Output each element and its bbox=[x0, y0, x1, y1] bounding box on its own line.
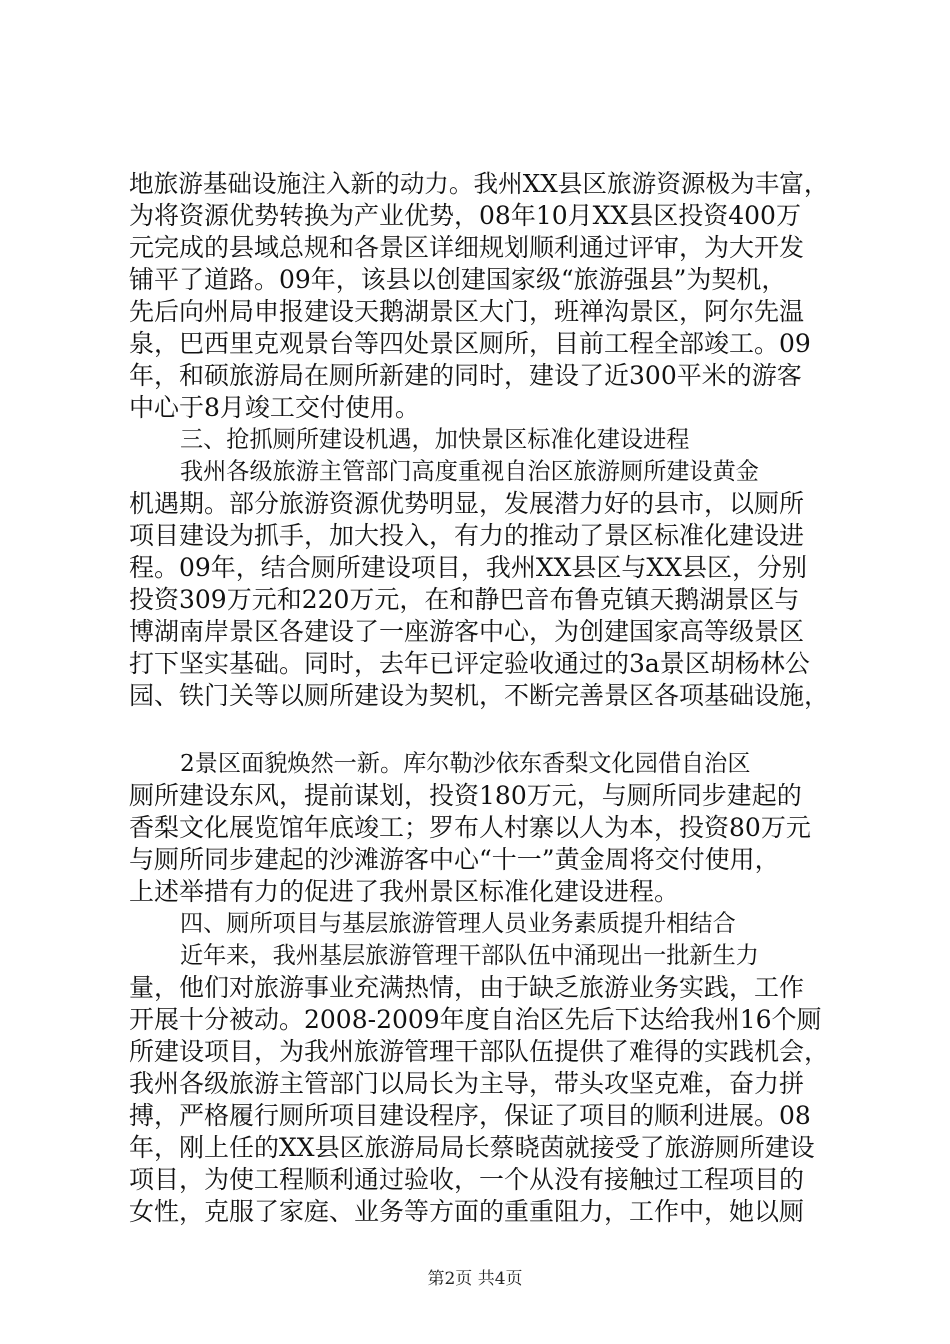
paragraph-line: 我州各级旅游主管部门高度重视自治区旅游厕所建设黄金 bbox=[180, 458, 759, 485]
paragraph-line: 女性，克服了家庭、业务等方面的重重阻力，工作中，她以厕 bbox=[129, 1197, 805, 1226]
paragraph-line: 先后向州局申报建设天鹅湖景区大门，班禅沟景区，阿尔先温 bbox=[129, 297, 805, 326]
paragraph-line: 中心于8月竣工交付使用。 bbox=[129, 393, 420, 422]
paragraph-line: 上述举措有力的促进了我州景区标准化建设进程。 bbox=[129, 877, 680, 906]
paragraph-line: 近年来，我州基层旅游管理干部队伍中涌现出一批新生力 bbox=[180, 942, 759, 969]
paragraph-line: 我州各级旅游主管部门以局长为主导，带头攻坚克难，奋力拼 bbox=[129, 1069, 805, 1098]
paragraph-line: 博湖南岸景区各建设了一座游客中心，为创建国家高等级景区 bbox=[129, 617, 805, 646]
section-heading: 三、抢抓厕所建设机遇，加快景区标准化建设进程 bbox=[180, 426, 690, 453]
paragraph-line: 投资309万元和220万元，在和静巴音布鲁克镇天鹅湖景区与 bbox=[129, 585, 800, 614]
paragraph-line: 量，他们对旅游事业充满热情，由于缺乏旅游业务实践，工作 bbox=[129, 973, 805, 1002]
section-heading: 四、厕所项目与基层旅游管理人员业务素质提升相结合 bbox=[180, 910, 736, 937]
paragraph-line: 年，刚上任的XX县区旅游局局长蔡晓茵就接受了旅游厕所建设 bbox=[129, 1133, 815, 1162]
paragraph-line: 厕所建设东风，提前谋划，投资180万元，与厕所同步建起的 bbox=[129, 781, 802, 810]
paragraph-line: 为将资源优势转换为产业优势，08年10月XX县区投资400万 bbox=[129, 201, 801, 230]
paragraph-line: 项目，为使工程顺利通过验收，一个从没有接触过工程项目的 bbox=[129, 1165, 805, 1194]
paragraph-line: 元完成的县域总规和各景区详细规划顺利通过评审，为大开发 bbox=[129, 233, 805, 262]
page-number-footer: 第2页 共4页 bbox=[427, 1269, 523, 1289]
paragraph-line: 地旅游基础设施注入新的动力。我州XX县区旅游资源极为丰富， bbox=[129, 169, 829, 198]
paragraph-line: 香梨文化展览馆年底竣工；罗布人村寨以人为本，投资80万元 bbox=[129, 813, 811, 842]
paragraph-line: 所建设项目，为我州旅游管理干部队伍提供了难得的实践机会， bbox=[129, 1037, 830, 1066]
paragraph-line: 打下坚实基础。同时，去年已评定验收通过的3a景区胡杨林公 bbox=[129, 649, 810, 678]
paragraph-line: 程。09年，结合厕所建设项目，我州XX县区与XX县区，分别 bbox=[129, 553, 808, 582]
paragraph-line: 搏，严格履行厕所项目建设程序，保证了项目的顺利进展。08 bbox=[129, 1101, 811, 1130]
paragraph-line: 机遇期。部分旅游资源优势明显，发展潜力好的县市，以厕所 bbox=[129, 489, 805, 518]
paragraph-line: 2景区面貌焕然一新。库尔勒沙依东香梨文化园借自治区 bbox=[180, 750, 751, 777]
paragraph-line: 与厕所同步建起的沙滩游客中心“十一”黄金周将交付使用， bbox=[129, 845, 780, 874]
paragraph-line: 园、铁门关等以厕所建设为契机，不断完善景区各项基础设施， bbox=[129, 681, 830, 710]
paragraph-line: 项目建设为抓手，加大投入，有力的推动了景区标准化建设进 bbox=[129, 521, 805, 550]
paragraph-line: 铺平了道路。09年，该县以创建国家级“旅游强县”为契机， bbox=[129, 265, 787, 294]
paragraph-line: 年，和硕旅游局在厕所新建的同时，建设了近300平米的游客 bbox=[129, 361, 802, 390]
paragraph-line: 开展十分被动。2008-2009年度自治区先后下达给我州16个厕 bbox=[129, 1005, 822, 1034]
paragraph-line: 泉，巴西里克观景台等四处景区厕所，目前工程全部竣工。09 bbox=[129, 329, 811, 358]
